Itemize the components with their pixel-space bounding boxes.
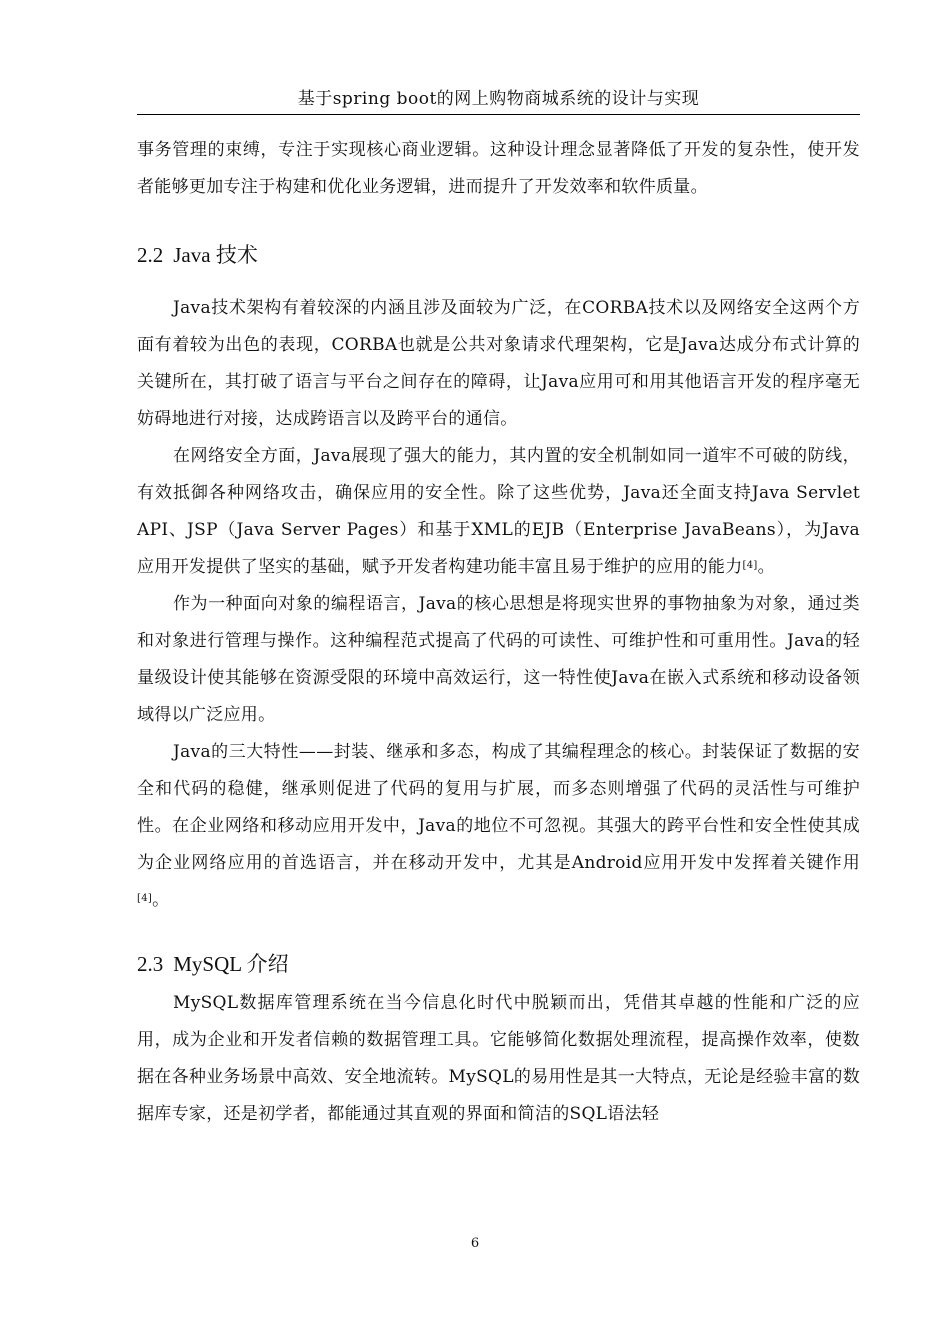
paragraph-java-2: [137, 438, 860, 586]
paragraph-java-1: Java技术架构有着较深的内涵且涉及面较为广泛，在CORBA技术以及网络安全这两个方面有着较为出色的表现，CORBA也就是公共对象请求代理架构，它是Java达成分布式计算的关键所在，其打破了语言与平台之间存在的障碍，让Java应用可和用其他语言开发的程序毫无妨碍地进行对接，达成跨语言以及跨平台的通信。: [137, 298, 860, 429]
intro-paragraph: 事务管理的束缚，专注于实现核心商业逻辑。这种设计理念显著降低了开发的复杂性，使开发者能够更加专注于构建和优化业务逻辑，进而提升了开发效率和软件质量。: [137, 140, 860, 197]
paragraph-text: 在网络安全方面，Java展现了强大的能力，其内置的安全机制如同一道牢不可破的防线，有效抵御各种网络攻击，确保应用的安全性。除了这些优势，Java还全面支持Java Servlet API、JSP（Java Server Pages）和基于XML的EJB（Enterprise JavaBeans），为Java应用开发提供了坚实的基础，赋予开发者构建功能丰富且易于维护的应用的能力: [137, 446, 860, 577]
citation-ref: [4]: [137, 893, 153, 904]
section-title: Java 技术: [173, 243, 258, 267]
page-number: 6: [470, 1236, 480, 1251]
section-heading-java: [137, 240, 860, 270]
sentence-end: 。: [757, 557, 775, 577]
section-title: MySQL 介绍: [173, 952, 289, 976]
paragraph-text: Java的三大特性——封装、继承和多态，构成了其编程理念的核心。封装保证了数据的安全和代码的稳健，继承则促进了代码的复用与扩展，而多态则增强了代码的灵活性与可维护性。在企业网络和移动应用开发中，Java的地位不可忽视。其强大的跨平台性和安全性使其成为企业网络应用的首选语言，并在移动开发中，尤其是Android应用开发中发挥着关键作用: [137, 742, 860, 873]
paragraph-java-3: 作为一种面向对象的编程语言，Java的核心思想是将现实世界的事物抽象为对象，通过类和对象进行管理与操作。这种编程范式提高了代码的可读性、可维护性和可重用性。Java的轻量级设计使其能够在资源受限的环境中高效运行，这一特性使Java在嵌入式系统和移动设备领域得以广泛应用。: [137, 594, 860, 725]
paragraph-mysql-1: MySQL数据库管理系统在当今信息化时代中脱颖而出，凭借其卓越的性能和广泛的应用，成为企业和开发者信赖的数据管理工具。它能够简化数据处理流程，提高操作效率，使数据在各种业务场景中高效、安全地流转。MySQL的易用性是其一大特点，无论是经验丰富的数据库专家，还是初学者，都能通过其直观的界面和简洁的SQL语法轻: [137, 993, 860, 1124]
sentence-end: 。: [152, 890, 170, 910]
paragraph-java-4: [137, 734, 860, 919]
section-number: 2.2: [137, 243, 164, 267]
section-number: 2.3: [137, 952, 164, 976]
section-heading-mysql: [137, 949, 860, 979]
page-content: [137, 132, 860, 1133]
header-rule: [137, 114, 860, 115]
citation-ref: [4]: [742, 560, 758, 571]
running-header: 基于spring boot的网上购物商城系统的设计与实现: [297, 89, 700, 109]
